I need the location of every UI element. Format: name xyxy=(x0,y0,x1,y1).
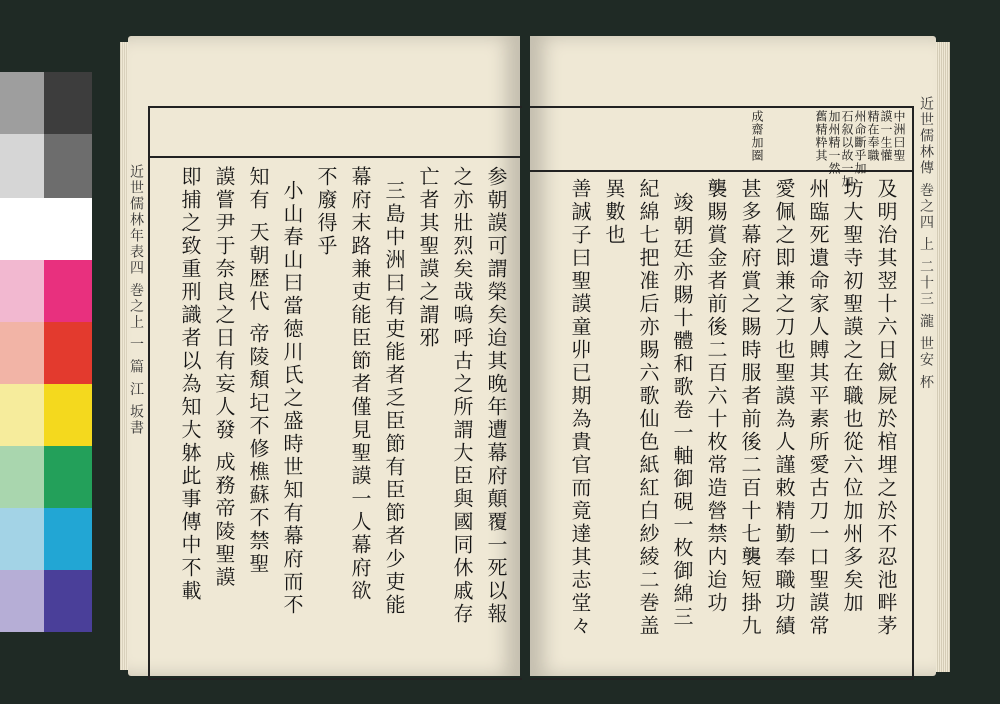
right-note-3: 精在奉職 xyxy=(866,110,880,162)
open-book xyxy=(120,28,950,688)
right-margin-title: 近世儒林傳 巻之四 上 二十三 瀧 世安 杯 xyxy=(918,96,934,391)
right-col-10: 善誠子曰聖謨童丱已期為貴官而竟達其志堂々 xyxy=(568,178,592,638)
left-col-9: 謨嘗尹于奈良之日有妄人發 成務帝陵聖謨 xyxy=(212,166,236,590)
left-col-8: 知有 天朝歴代 帝陵頽圮不修樵蘇不禁聖 xyxy=(246,166,270,576)
right-note-6: 加州精一然 xyxy=(827,110,841,175)
right-col-3: 州臨死遺命家人賻其平素所愛古刀一口聖謨常 xyxy=(806,178,830,638)
right-col-4: 愛佩之即兼之刀也聖謨為人謹敕精勤奉職功績 xyxy=(772,178,796,638)
right-page xyxy=(530,36,936,676)
left-col-7: 小山春山曰當徳川氏之盛時世知有幕府而不 xyxy=(280,180,304,617)
left-header-rule xyxy=(148,156,520,158)
left-col-1: 参朝謨可謂榮矣迨其晚年遭幕府顛覆一死以報 xyxy=(484,166,508,626)
left-col-10: 即捕之致重刑識者以為知大躰此事傳中不載 xyxy=(178,166,202,603)
left-col-4: 三島中洲曰有吏能者乏臣節有臣節者少吏能 xyxy=(382,180,406,617)
left-col-6: 不廢得乎 xyxy=(314,166,338,258)
right-note-1: 中洲曰聖 xyxy=(892,110,906,162)
right-page-edges xyxy=(936,42,950,672)
color-calibration-chart xyxy=(0,72,92,632)
right-note-7: 舊精粋其 xyxy=(814,110,828,162)
right-note-5: 石叙以故一加 xyxy=(840,110,854,188)
left-col-2: 之亦壯烈矣哉嗚呼古之所謂大臣與國同休戚存 xyxy=(450,166,474,626)
left-col-5: 幕府末路兼吏能臣節者僅見聖謨一人幕府欲 xyxy=(348,166,372,603)
right-col-1: 及明治其翌十六日歛屍於棺埋之於不忍池畔茅 xyxy=(874,178,898,638)
right-note-signature: 成齋加圈 xyxy=(750,110,764,162)
left-margin-title: 近世儒林年表四 巻之上 一 篇 江 坂書 xyxy=(128,164,144,437)
right-note-2: 謨一生懽 xyxy=(879,110,893,162)
right-col-6: 襲賜賞金者前後二百六十枚常造營禁内迨功 xyxy=(704,178,728,615)
right-col-2: 坊大聖寺初聖謨之在職也從六位加州多矣加 xyxy=(840,178,864,615)
right-col-8: 紀綿七把准后亦賜六歌仙色紙紅白紗綾二巻盖 xyxy=(636,178,660,638)
right-note-4: 州命斷乎加 xyxy=(853,110,867,175)
right-col-9: 異數也 xyxy=(602,178,626,247)
left-col-3: 亡者其聖謨之謂邪 xyxy=(416,166,440,350)
right-col-5: 甚多幕府賞之賜時服者前後二百十七襲短掛九 xyxy=(738,178,762,638)
left-page xyxy=(128,36,520,676)
right-col-7: 竣朝廷亦賜十體和歌卷一軸御硯一枚御綿三 xyxy=(670,192,694,629)
